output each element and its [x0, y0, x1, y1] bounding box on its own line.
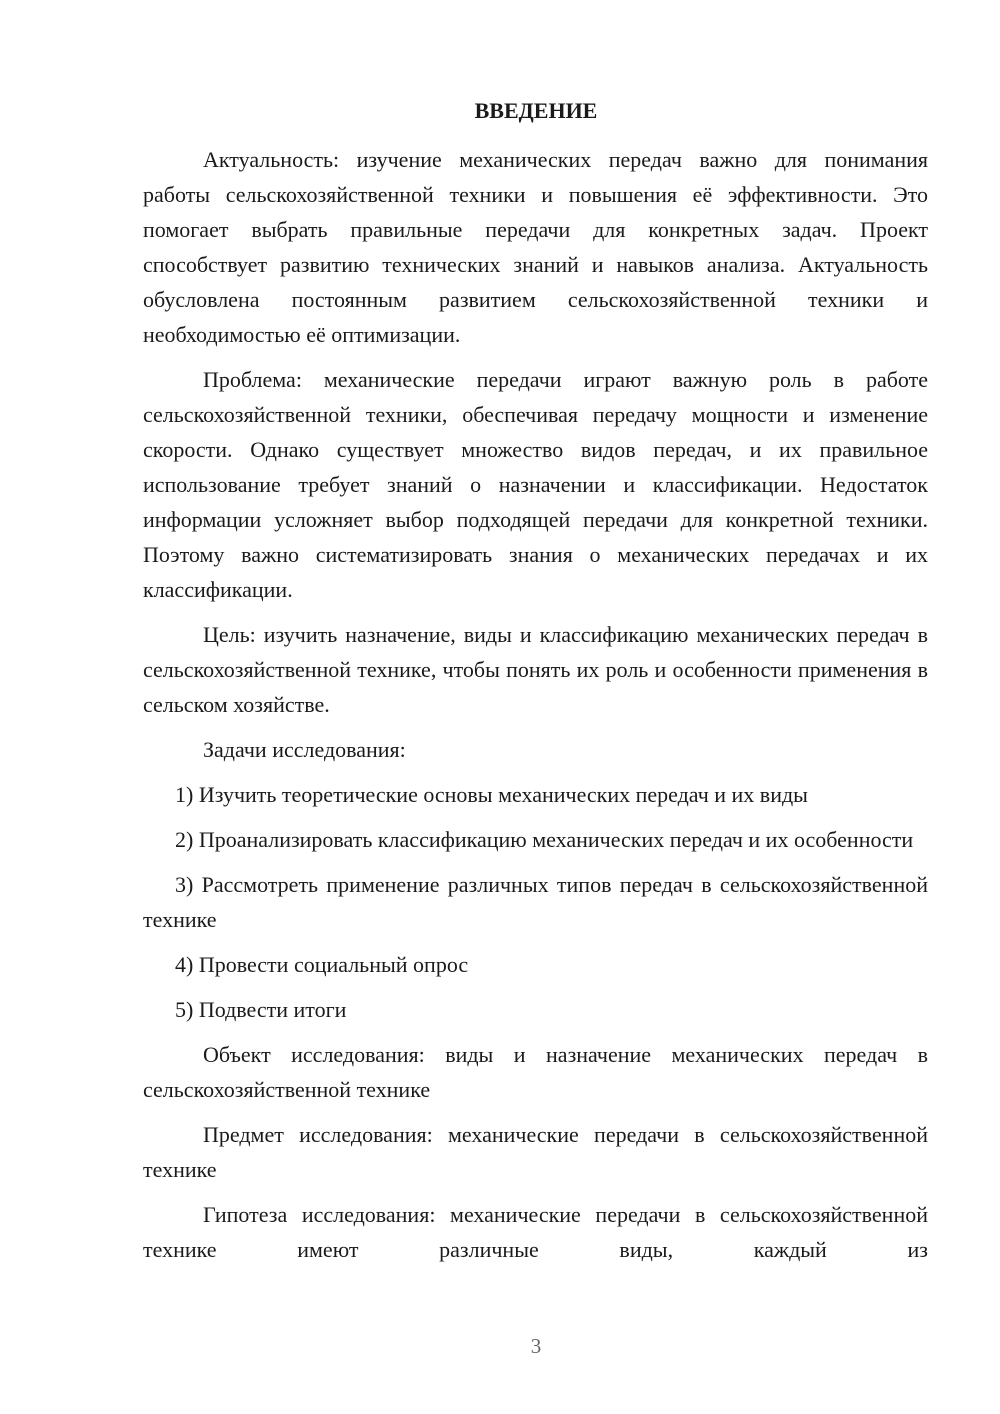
paragraph-relevance: Актуальность: изучение механических передач важно для понимания работы сельскохозяйственной техники и повышения её эффективности. Это помогает выбрать правильные передачи для конкретных задач. Проект способствует развитию технических знаний и навыков анализа. Актуальность обусловлена постоянным развитием сельскохозяйственной техники и необходимостью её оптимизации.: [143, 147, 928, 347]
task-item-1: 1) Изучить теоретические основы механических передач и их виды: [175, 782, 808, 807]
paragraph-object: Объект исследования: виды и назначение механических передач в сельскохозяйственной технике: [143, 1042, 928, 1102]
task-item-4: 4) Провести социальный опрос: [175, 952, 469, 977]
page-number: 3: [530, 1334, 542, 1358]
page-title: ВВЕДЕНИЕ: [474, 98, 598, 123]
task-item-5: 5) Подвести итоги: [175, 997, 347, 1022]
paragraph-subject: Предмет исследования: механические передачи в сельскохозяйственной технике: [143, 1122, 928, 1182]
paragraph-hypothesis: Гипотеза исследования: механические передачи в сельскохозяйственной технике имеют различные виды, каждый из: [143, 1202, 928, 1262]
paragraph-goal: Цель: изучить назначение, виды и классификацию механических передач в сельскохозяйственной технике, чтобы понять их роль и особенности применения в сельском хозяйстве.: [143, 622, 928, 717]
document-body: [143, 142, 928, 1267]
paragraph-problem: Проблема: механические передачи играют важную роль в работе сельскохозяйственной техники, обеспечивая передачу мощности и изменение скорости. Однако существует множество видов передач, и их правильное использование требует знаний о назначении и классификации. Недостаток информации усложняет выбор подходящей передачи для конкретной техники. Поэтому важно систематизировать знания о механических передачах и их классификации.: [143, 367, 928, 602]
task-item-2: 2) Проанализировать классификацию механических передач и их особенности: [175, 827, 914, 852]
task-item-3: 3) Рассмотреть применение различных типов передач в сельскохозяйственной технике: [143, 872, 928, 932]
tasks-heading: Задачи исследования:: [203, 737, 406, 762]
